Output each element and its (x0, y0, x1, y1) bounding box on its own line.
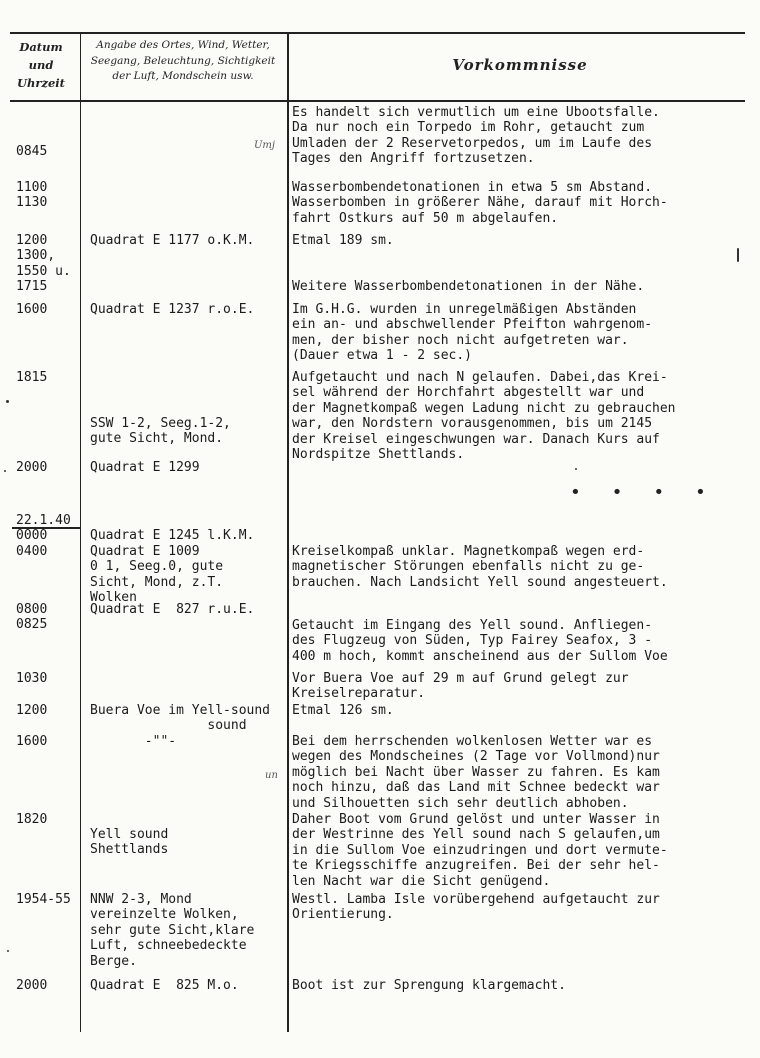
scan-speck (6, 400, 9, 403)
row-e13-place: Buera Voe im Yell-sound sound (90, 703, 271, 734)
column-divider-2 (287, 32, 289, 1032)
row-e14-place: -""- (90, 734, 177, 749)
header-top-rule (10, 32, 745, 34)
row-e5-place: Quadrat E 1237 r.o.E. (90, 302, 255, 317)
ellipsis-dots: • • • • (570, 482, 716, 503)
row-e11-event: Getaucht im Eingang des Yell sound. Anfliegen- des Flugzeug von Süden, Typ Fairey Seafox, 3 - 400 m hoch, kommt anscheinend aus der Sullom Voe (292, 618, 668, 664)
row-e7-time: 2000 (16, 460, 48, 475)
row-e14-event: Bei dem herrschenden wolkenlosen Wetter war es wegen des Mondscheines (2 Tage vor Vollmond)nur möglich bei Nacht über Wasser zu fahren. Es kam noch hinzu, daß das Land mit Schnee bedeckt war und Silhouetten sich sehr deutlich abhoben. (292, 734, 660, 811)
row-e7-place: Quadrat E 1299 (90, 460, 200, 475)
row-e1-event: Es handelt sich vermutlich um eine Ubootsfalle. Da nur noch ein Torpedo im Rohr, getaucht zum Umladen der 2 Reservetorpedos, um im Laufe des Tages den Angriff fortzusetzen. (292, 105, 660, 167)
row-e5-event: Im G.H.G. wurden in unregelmäßigen Abständen ein an- und abschwellender Pfeifton wahrgenom- men, der bisher noch nicht aufgetreten war. (Dauer etwa 1 - 2 sec.) (292, 302, 653, 364)
row-e12-time: 1030 (16, 671, 48, 686)
row-e13-time: 1200 (16, 703, 48, 718)
header-location-weather: Angabe des Ortes, Wind, Wetter, Seegang, Beleuchtung, Sichtigkeit der Luft, Mondschein usw. (90, 39, 276, 82)
row-e17-place: Quadrat E 825 M.o. (90, 978, 239, 993)
scan-speck (7, 950, 9, 952)
row-e15-time: 1820 (16, 812, 48, 827)
scan-speck (737, 248, 739, 262)
row-e6-event: Aufgetaucht und nach N gelaufen. Dabei,das Krei- sel während der Horchfahrt abgestellt war und der Magnetkompaß wegen Ladung nicht zu gebrauchen war, den Nordstern vorausgenommen, bis um 2145 der Kreisel eingeschwungen war. Danach Kurs auf Nordspitze Shettlands. (292, 370, 676, 463)
row-e3-event: Etmal 189 sm. (292, 233, 394, 248)
row-e3-time: 1200 1300, 1550 u. 1715 (16, 233, 71, 295)
row-e13-event: Etmal 126 sm. (292, 703, 394, 718)
row-p2-place: Yell sound Shettlands (90, 827, 169, 858)
margin-annotation: un (265, 770, 278, 781)
header-events: Vorkommnisse (452, 56, 588, 74)
margin-annotation: Umj (254, 140, 276, 151)
row-e12-event: Vor Buera Voe auf 29 m auf Grund gelegt zur Kreiselreparatur. (292, 671, 629, 702)
row-e16-event: Westl. Lamba Isle vorübergehend aufgetaucht zur Orientierung. (292, 892, 660, 923)
row-e6-time: 1815 (16, 370, 48, 385)
row-e16-time: 1954-55 (16, 892, 71, 907)
scan-speck (575, 468, 577, 470)
header-date-time: Datum und Uhrzeit (17, 40, 65, 90)
row-e17-time: 2000 (16, 978, 48, 993)
header-bottom-rule (10, 100, 745, 102)
row-e17-event: Boot ist zur Sprengung klargemacht. (292, 978, 566, 993)
row-e16-place: NNW 2-3, Mond vereinzelte Wolken, sehr gute Sicht,klare Luft, schneebedeckte Berge. (90, 892, 255, 969)
scan-speck (4, 470, 6, 472)
row-e9-event: Kreiselkompaß unklar. Magnetkompaß wegen erd- magnetischer Störungen ebenfalls nicht zu ge- brauchen. Nach Landsicht Yell sound angesteuert. (292, 544, 668, 590)
row-e8-time: 22.1.40 0000 0400 (16, 513, 71, 559)
column-divider-1 (80, 32, 81, 1032)
row-e8-place: Quadrat E 1245 l.K.M. Quadrat E 1009 0 1, Seeg.0, gute Sicht, Mond, z.T. Wolken (90, 528, 255, 606)
row-e5-time: 1600 (16, 302, 48, 317)
row-e2-time: 1100 1130 (16, 180, 48, 211)
row-e10-time: 0800 0825 (16, 602, 48, 633)
row-e3-place: Quadrat E 1177 o.K.M. (90, 233, 255, 248)
row-p1-place: SSW 1-2, Seeg.1-2, gute Sicht, Mond. (90, 416, 231, 447)
row-e2-event: Wasserbombendetonationen in etwa 5 sm Abstand. Wasserbomben in größerer Nähe, darauf mit Horch- fahrt Ostkurs auf 50 m abgelaufen. (292, 180, 668, 226)
row-e15-event: Daher Boot vom Grund gelöst und unter Wasser in der Westrinne des Yell sound nach S gelaufen,um in die Sullom Voe einzudringen und dort vermute- te Kriegsschiffe anzugreifen. Bei der sehr hel- len Nacht war die Sicht genügend. (292, 812, 668, 889)
row-e4-event: Weitere Wasserbombendetonationen in der Nähe. (292, 279, 645, 294)
row-e14-time: 1600 (16, 734, 48, 749)
row-e10-place: Quadrat E 827 r.u.E. (90, 602, 255, 617)
row-t0845-time: 0845 (16, 144, 48, 159)
